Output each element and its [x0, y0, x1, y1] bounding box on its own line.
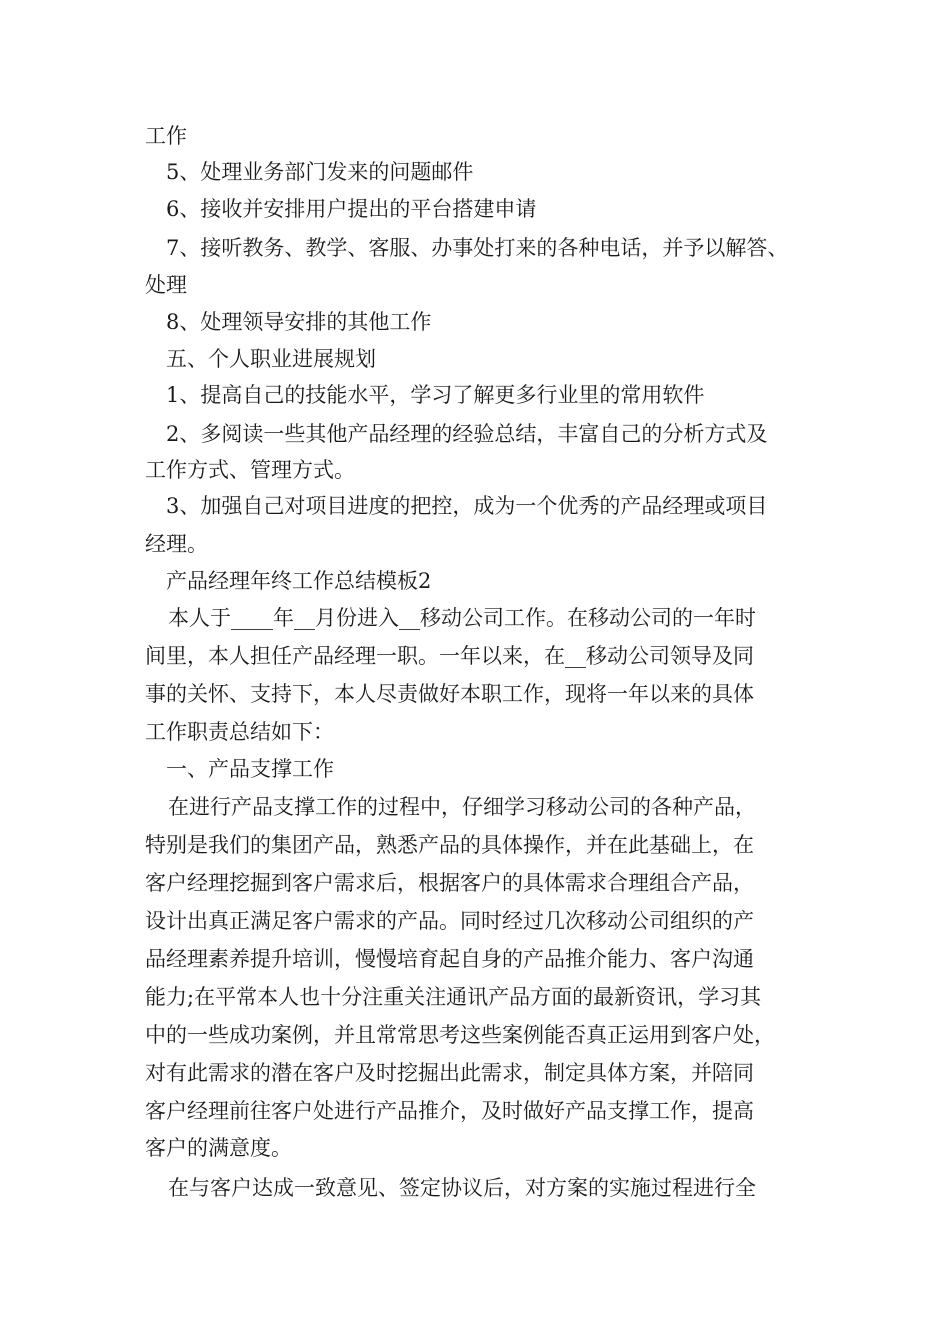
- paragraph-line: 客户经理前往客户处进行产品推介，及时做好产品支撑工作，提高: [145, 1099, 754, 1123]
- paragraph-line: 特别是我们的集团产品，熟悉产品的具体操作，并在此基础上，在: [145, 833, 754, 857]
- text-line: 经理。: [145, 532, 208, 556]
- list-item: 5、处理业务部门发来的问题邮件: [166, 160, 474, 184]
- paragraph-line: 能力;在平常本人也十分注重关注通讯产品方面的最新资讯，学习其: [145, 985, 762, 1009]
- section-heading: 一、产品支撑工作: [166, 757, 334, 781]
- list-item: 7、接听教务、教学、客服、办事处打来的各种电话，并予以解答、: [166, 236, 789, 260]
- paragraph-line: 在与客户达成一致意见、签定协议后，对方案的实施过程进行全: [168, 1176, 756, 1200]
- text-line: 工作方式、管理方式。: [145, 458, 355, 482]
- paragraph-line: 对有此需求的潜在客户及时挖掘出此需求，制定具体方案，并陪同: [145, 1061, 754, 1085]
- paragraph-line: 事的关怀、支持下，本人尽责做好本职工作，现将一年以来的具体: [145, 682, 754, 706]
- list-item: 1、提高自己的技能水平，学习了解更多行业里的常用软件: [166, 383, 705, 407]
- paragraph-line: 中的一些成功案例，并且常常思考这些案例能否真正运用到客户处，: [145, 1023, 775, 1047]
- paragraph-line: 设计出真正满足客户需求的产品。同时经过几次移动公司组织的产: [145, 909, 754, 933]
- paragraph-line: 客户经理挖掘到客户需求后，根据客户的具体需求合理组合产品，: [145, 871, 754, 895]
- text-line: 处理: [145, 273, 187, 297]
- paragraph-line: 在进行产品支撑工作的过程中，仔细学习移动公司的各种产品，: [168, 795, 756, 819]
- section-heading: 五、个人职业进展规划: [166, 347, 376, 371]
- paragraph-line: 品经理素养提升培训，慢慢培育起自身的产品推介能力、客户沟通: [145, 947, 754, 971]
- paragraph-line: 间里，本人担任产品经理一职。一年以来，在__移动公司领导及同: [145, 644, 754, 668]
- list-item: 6、接收并安排用户提出的平台搭建申请: [166, 197, 537, 221]
- list-item: 8、处理领导安排的其他工作: [166, 310, 432, 334]
- paragraph-line: 本人于____年__月份进入__移动公司工作。在移动公司的一年时: [168, 606, 756, 630]
- paragraph-line: 客户的满意度。: [145, 1136, 292, 1160]
- text-line: 工作: [145, 124, 187, 148]
- paragraph-line: 工作职责总结如下：: [145, 720, 334, 744]
- list-item: 2、多阅读一些其他产品经理的经验总结，丰富自己的分析方式及: [166, 422, 768, 446]
- list-item: 3、加强自己对项目进度的把控，成为一个优秀的产品经理或项目: [166, 494, 768, 518]
- document-title: 产品经理年终工作总结模板2: [166, 569, 432, 593]
